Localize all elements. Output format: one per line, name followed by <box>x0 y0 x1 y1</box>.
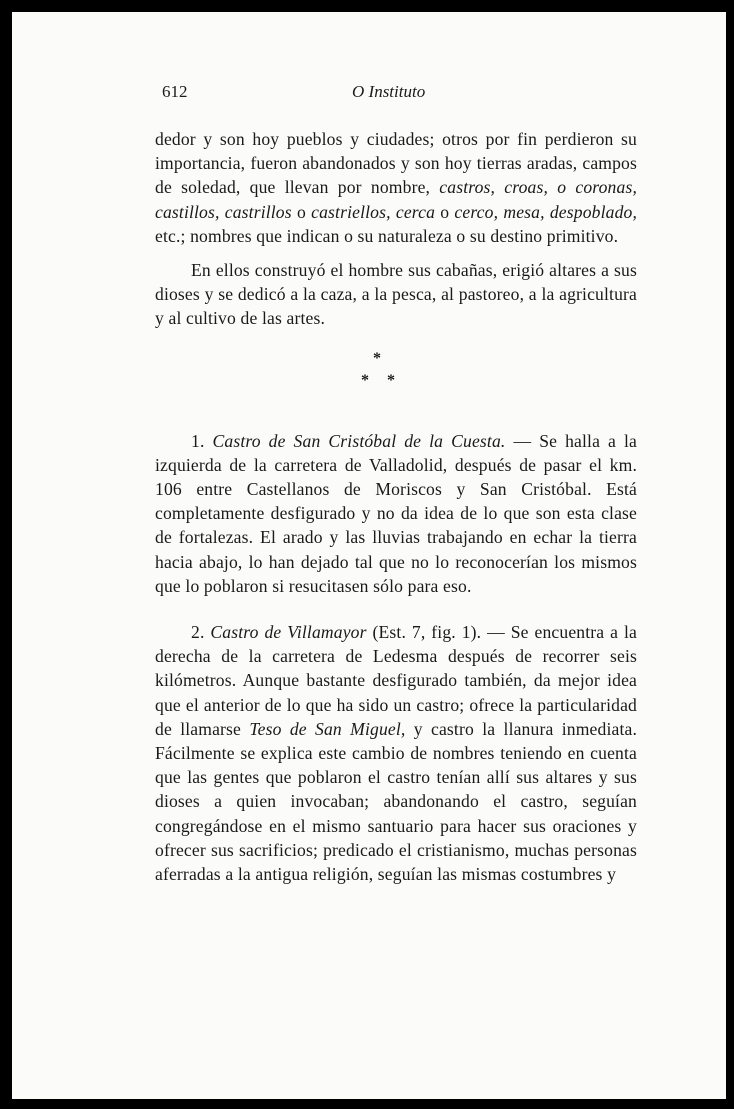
section-2-title: Castro de Villamayor <box>210 622 367 643</box>
page-number: 612 <box>162 82 188 101</box>
asterism <box>155 343 637 411</box>
asterism-star-left: * <box>361 371 370 389</box>
section-2-paragraph: 2. Castro de Villamayor (Est. 7, fig. 1). — Se encuentra a la derecha de la carretera de Ledesma después de recorrer seis kilómetros. Aunque bastante desfigurado también, da mejor idea que el anterior de lo que ha sido un castro; ofrece la particularidad de llamarse Teso de San Miguel, y castro la llanura inmediata. Fácilmente se explica este cambio de nombres teniendo en cuenta que las gentes que poblaron el castro tenían allí sus altares y sus dioses a quien invocaban; abandonando el castro, seguían congregándose en el mismo santuario para hacer sus oraciones y ofrecer sus sacrificios; predicado el cristianismo, muchas personas aferradas a la antigua religión, seguían las mismas costumbres y <box>155 622 637 885</box>
place-names-2: castriellos, cerca <box>311 201 436 222</box>
asterism-star-right: * <box>387 371 396 389</box>
book-page <box>12 12 726 1099</box>
body-text <box>155 127 637 886</box>
place-names-3: cerco, mesa, despoblado, <box>454 201 638 222</box>
intro-paragraph-1: dedor y son hoy pueblos y ciudades; otros por fin perdieron su importancia, fueron abandonados y son hoy tierras aradas, campos de soledad, que llevan por nombre, castros, croas, o coronas, castillos, castrillos o castriellos, cerca o cerco, mesa, despoblado, etc.; nombres que indican o su naturaleza o su destino primitivo. <box>155 129 638 246</box>
asterism-star-top: * <box>373 349 382 367</box>
intro-paragraph-2: En ellos construyó el hombre sus cabañas, erigió altares a sus dioses y se dedicó a la caza, a la pesca, al pastoreo, a la agricultura y al cultivo de las artes. <box>155 260 637 329</box>
section-1-title: Castro de San Cristóbal de la Cuesta. <box>212 430 506 451</box>
section-1-paragraph: 1. Castro de San Cristóbal de la Cuesta. — Se halla a la izquierda de la carretera de Valladolid, después de pasar el km. 106 entre Castellanos de Moriscos y San Cristóbal. Está completamente desfigurado y no da idea de lo que son esta clase de fortalezas. El arado y las lluvias trabajando en echar la tierra hacia abajo, lo han dejado tal que no lo reconocerían los mismos que lo poblaron si resucitasen sólo para eso. <box>155 430 637 596</box>
running-title: O Instituto <box>352 82 426 101</box>
place-names: castros, croas, o coronas, castillos, castrillos <box>155 177 638 222</box>
section-2-place-name: Teso de San Miguel, <box>249 718 406 739</box>
section-1-number: 1. <box>191 430 205 451</box>
section-2-number: 2. <box>191 622 205 643</box>
page-header <box>162 82 642 106</box>
